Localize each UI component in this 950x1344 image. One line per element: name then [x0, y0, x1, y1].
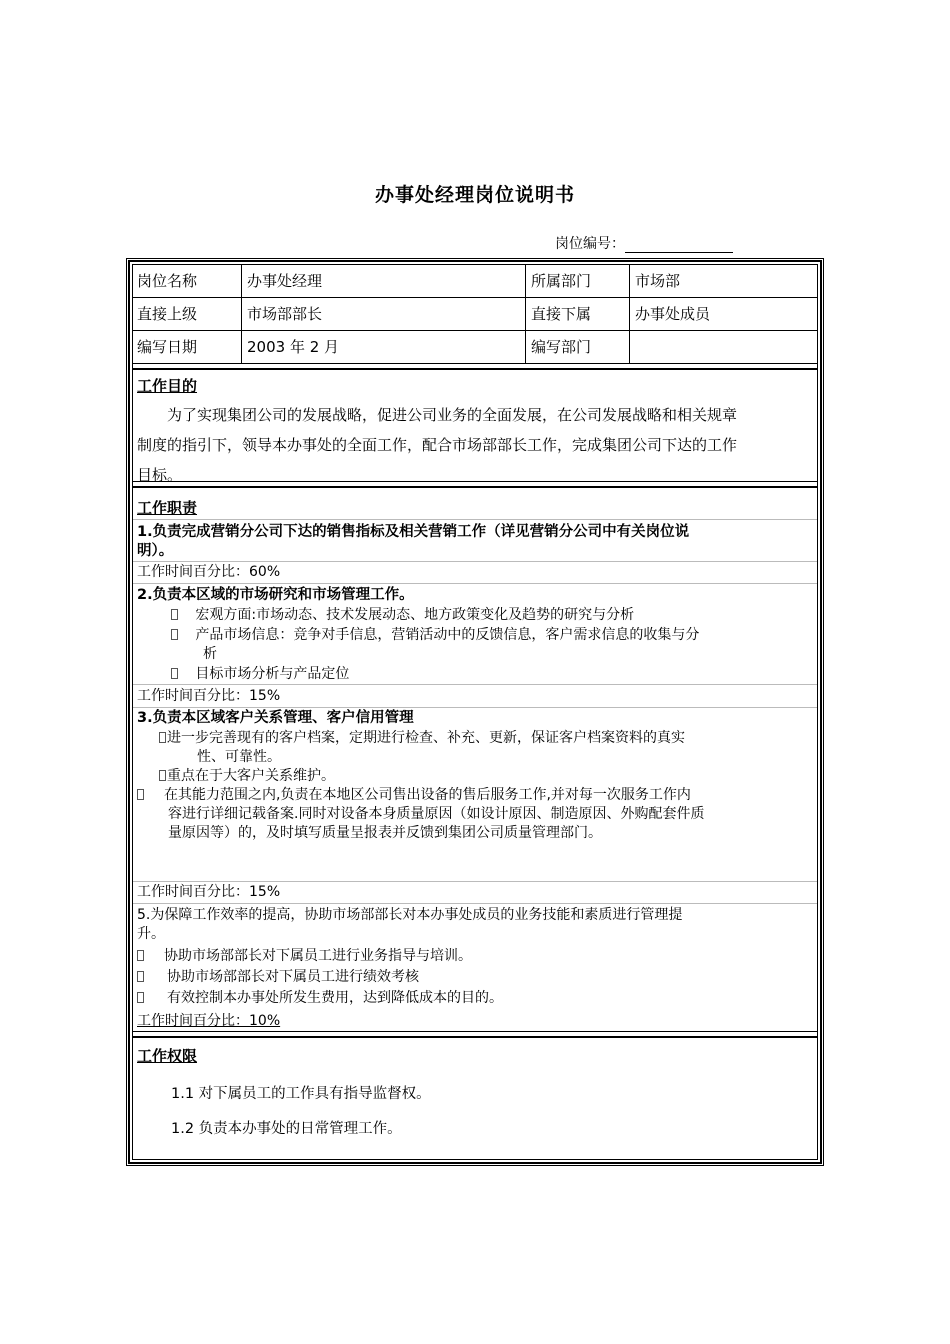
bullet-icon	[137, 971, 144, 982]
duty-5-line: 5.为保障工作效率的提高，协助市场部部长对本办事处成员的业务技能和素质进行管理提	[137, 907, 683, 923]
header-row	[133, 298, 817, 331]
duty-1	[137, 523, 813, 561]
list-item-cont: 量原因等）的，及时填写质量呈报表并反馈到集团公司质量管理部门。	[168, 825, 602, 841]
purpose-section	[137, 375, 813, 490]
authority-item: 1.1 对下属员工的工作具有指导监督权。	[171, 1086, 431, 1102]
value-author-dept	[631, 331, 811, 363]
header-row	[133, 331, 817, 363]
value-subordinate: 办事处成员	[635, 305, 711, 323]
purpose-heading: 工作目的	[137, 377, 198, 395]
duty-2-items	[171, 606, 813, 684]
bullet-icon	[137, 950, 144, 961]
value-department: 市场部	[635, 272, 681, 290]
list-item: 进一步完善现有的客户档案，定期进行检查、补充、更新，保证客户档案资料的真实	[137, 729, 813, 748]
duty-5	[137, 906, 813, 944]
section-divider	[133, 363, 817, 370]
bullet-icon	[137, 789, 144, 800]
list-item-cont: 容进行详细记载备案.同时对设备本身质量原因（如设计原因、制造原因、外购配套件质	[168, 806, 705, 822]
list-item: 协助市场部部长对下属员工进行绩效考核	[137, 968, 813, 987]
purpose-line: 制度的指引下，领导本办事处的全面工作，配合市场部部长工作，完成集团公司下达的工作	[137, 436, 738, 454]
section-divider	[133, 481, 817, 488]
purpose-line: 为了实现集团公司的发展战略，促进公司业务的全面发展，在公司发展战略和相关规章	[167, 406, 738, 424]
label-author-dept: 编写部门	[531, 338, 592, 356]
label-department: 所属部门	[531, 272, 592, 290]
duty-1-line: 明）。	[137, 543, 174, 559]
post-code-blank[interactable]	[625, 239, 733, 253]
duty-3: 3.负责本区域客户关系管理、客户信用管理	[137, 710, 414, 726]
bullet-icon	[159, 732, 166, 743]
job-description-frame	[128, 260, 822, 1164]
bullet-icon	[171, 668, 178, 679]
label-date: 编写日期	[137, 338, 198, 356]
label-superior: 直接上级	[137, 305, 198, 323]
bullet-icon	[137, 992, 144, 1003]
duty-5-line: 升。	[137, 926, 165, 942]
duty-1-line: 1.负责完成营销分公司下达的销售指标及相关营销工作（详见营销分公司中有关岗位说	[137, 524, 690, 540]
duty-5-time: 工作时间百分比：10%	[137, 1013, 281, 1029]
authority-heading: 工作权限	[137, 1047, 198, 1065]
list-item-cont: 性、可靠性。	[197, 749, 281, 765]
bullet-icon	[171, 609, 178, 620]
list-item: 目标市场分析与产品定位	[171, 665, 813, 684]
bullet-icon	[171, 629, 178, 640]
purpose-line: 目标。	[137, 466, 183, 484]
list-item-cont: 析	[203, 646, 217, 662]
label-subordinate: 直接下属	[531, 305, 592, 323]
value-date: 2003 年 2 月	[247, 338, 340, 356]
label-position-name: 岗位名称	[137, 272, 198, 290]
duty-3-items	[137, 729, 813, 843]
duty-5-items	[137, 947, 813, 1008]
list-item: 宏观方面:市场动态、技术发展动态、地方政策变化及趋势的研究与分析	[171, 606, 813, 625]
header-table	[133, 265, 817, 363]
document-title: 办事处经理岗位说明书	[374, 184, 575, 206]
duty-2: 2.负责本区域的市场研究和市场管理工作。	[137, 587, 414, 603]
list-item: 重点在于大客户关系维护。	[137, 767, 813, 786]
post-code-label: 岗位编号：	[555, 236, 625, 252]
list-item: 协助市场部部长对下属员工进行业务指导与培训。	[137, 947, 813, 966]
duty-2-time: 工作时间百分比：15%	[137, 688, 281, 704]
authority-item: 1.2 负责本办事处的日常管理工作。	[171, 1121, 402, 1137]
list-item: 有效控制本办事处所发生费用，达到降低成本的目的。	[137, 989, 813, 1008]
header-row	[133, 265, 817, 298]
section-divider	[133, 1031, 817, 1038]
duty-1-time: 工作时间百分比：60%	[137, 564, 281, 580]
bullet-icon	[159, 770, 166, 781]
job-description-body	[132, 264, 818, 1160]
post-code	[555, 233, 733, 253]
value-superior: 市场部部长	[247, 305, 323, 323]
duties-heading: 工作职责	[137, 499, 198, 517]
authority-section	[137, 1045, 813, 1138]
duty-3-time: 工作时间百分比：15%	[137, 884, 281, 900]
list-item: 产品市场信息：竞争对手信息，营销活动中的反馈信息，客户需求信息的收集与分	[171, 626, 813, 645]
value-position-name: 办事处经理	[247, 272, 323, 290]
list-item: 在其能力范围之内,负责在本地区公司售出设备的售后服务工作,并对每一次服务工作内	[137, 786, 813, 805]
